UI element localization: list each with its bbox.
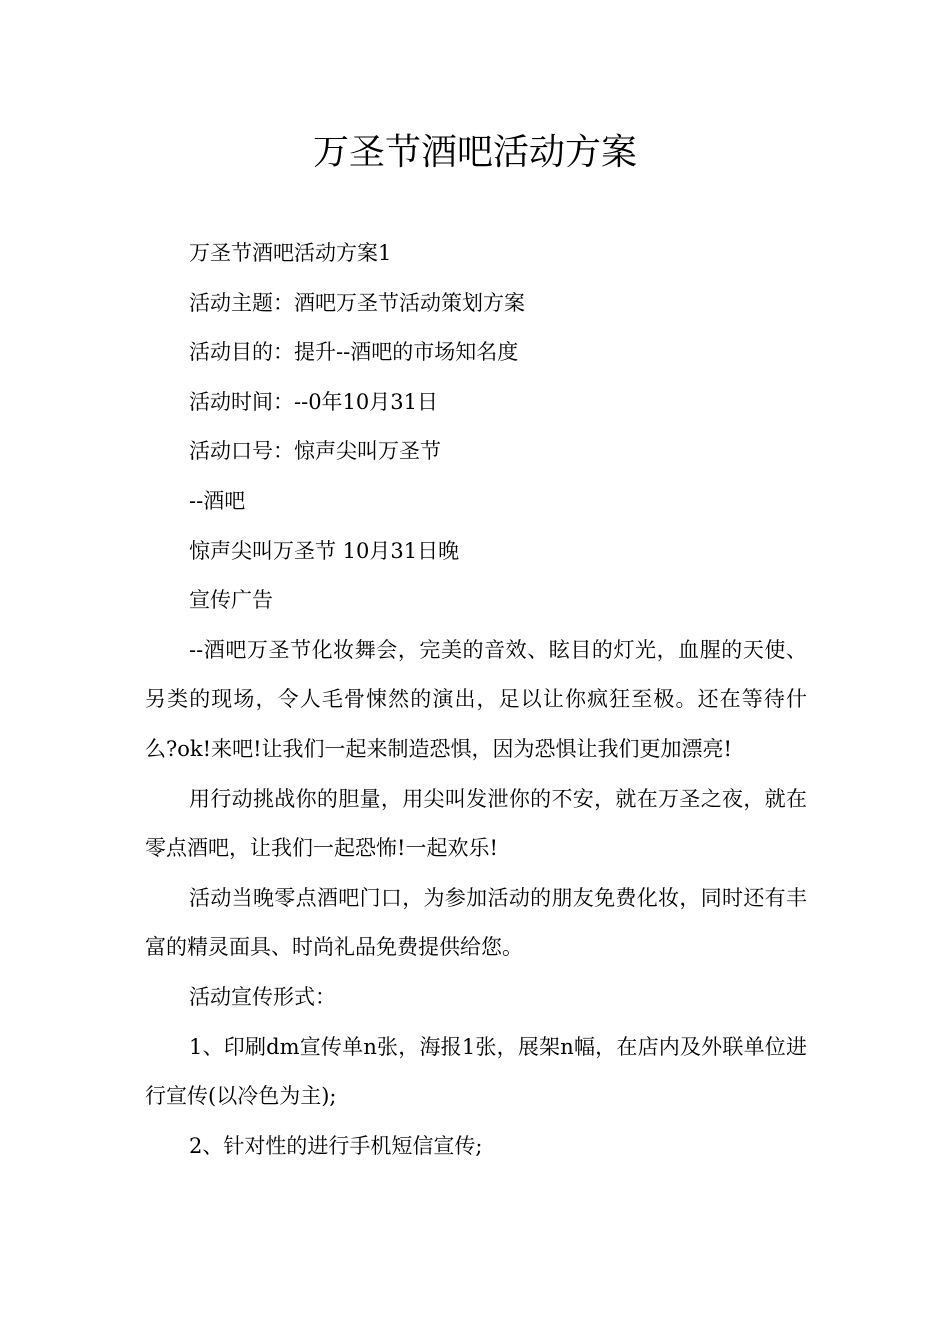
paragraph-slogan: 活动口号：惊声尖叫万圣节 [189,439,441,464]
paragraph-plan-heading: 万圣节酒吧活动方案1 [189,241,392,265]
paragraph-promo-heading: 活动宣传形式： [189,984,336,1009]
document-title: 万圣节酒吧活动方案 [312,132,637,173]
paragraph-promo-item-2: 2、针对性的进行手机短信宣传; [189,1133,483,1158]
paragraph-time: 活动时间：--0年10月31日 [189,389,438,414]
paragraph-theme: 活动主题：酒吧万圣节活动策划方案 [189,290,525,315]
paragraph-challenge: 用行动挑战你的胆量，用尖叫发泄你的不安，就在万圣之夜，就在零点酒吧，让我们一起恐怖!一起欢乐! [145,786,807,861]
paragraph-purpose: 活动目的：提升--酒吧的市场知名度 [189,340,519,365]
paragraph-bar-name: --酒吧 [189,488,246,513]
paragraph-promo-item-1: 1、印刷dm宣传单n张，海报1张，展架n幅，在店内及外联单位进行宣传(以冷色为主); [145,1034,807,1109]
document-body [145,229,807,1171]
paragraph-ad-heading: 宣传广告 [189,588,273,613]
paragraph-ad-copy: --酒吧万圣节化妆舞会，完美的音效、眩目的灯光，血腥的天使、另类的现场，令人毛骨悚然的演出，足以让你疯狂至极。还在等待什么?ok!来吧!让我们一起来制造恐惧，因为恐惧让我们更加漂亮! [145,637,807,761]
paragraph-makeup: 活动当晚零点酒吧门口，为参加活动的朋友免费化妆，同时还有丰富的精灵面具、时尚礼品免费提供给您。 [145,885,807,960]
paragraph-event-date: 惊声尖叫万圣节 10月31日晚 [189,538,460,563]
